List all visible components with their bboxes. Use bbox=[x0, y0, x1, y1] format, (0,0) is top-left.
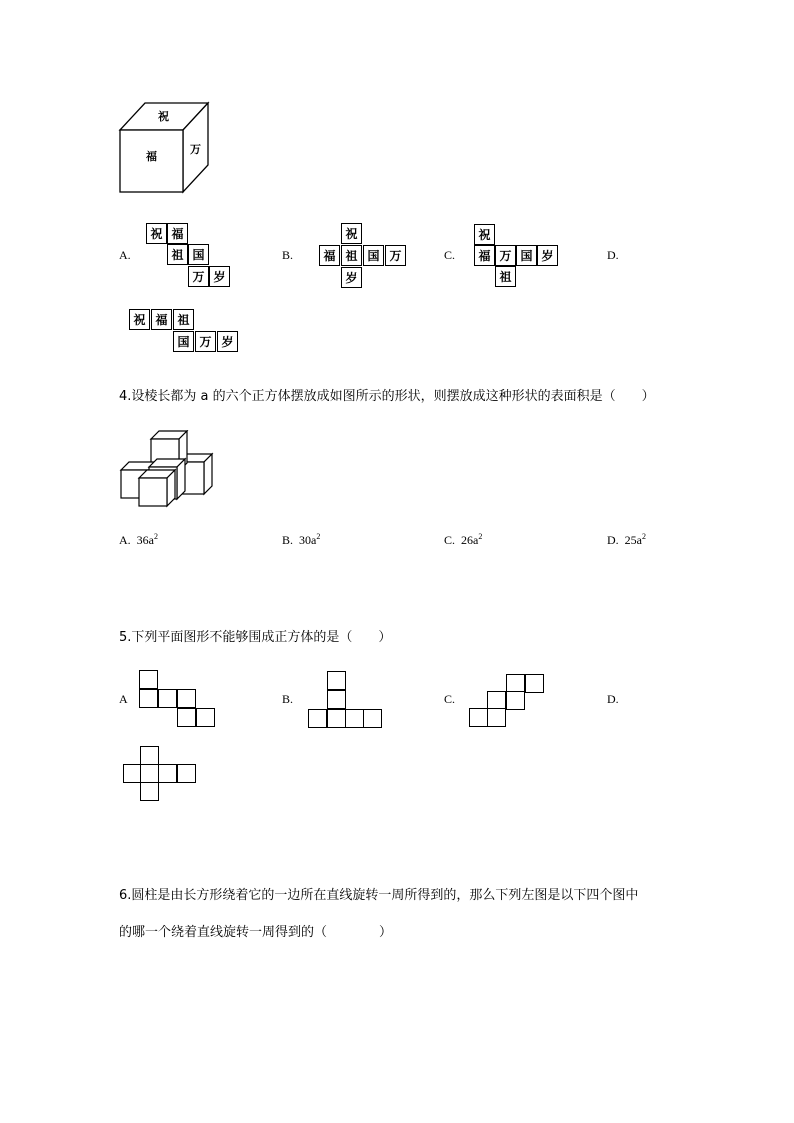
net-square bbox=[327, 671, 346, 690]
net-cell: 福 bbox=[474, 245, 495, 266]
net-cell: 福 bbox=[151, 309, 172, 330]
net-cell: 福 bbox=[167, 223, 188, 244]
q6-question-line-2: 的哪一个绕着直线旋转一周得到的（ ） bbox=[119, 925, 393, 940]
net-cell: 万 bbox=[195, 331, 216, 352]
net-square bbox=[327, 709, 346, 728]
net-square bbox=[140, 782, 159, 801]
net-cell: 祖 bbox=[495, 266, 516, 287]
net-square bbox=[177, 689, 196, 708]
net-cell: 祖 bbox=[341, 245, 362, 266]
net-cell: 祖 bbox=[173, 309, 194, 330]
option-label: C. bbox=[444, 533, 456, 547]
q3-option-d-label[interactable]: D. bbox=[607, 248, 619, 262]
cube-top-label: 祝 bbox=[158, 110, 169, 123]
option-value: 26a bbox=[461, 533, 479, 547]
net-cell: 国 bbox=[173, 331, 194, 352]
option-exponent: 2 bbox=[316, 532, 321, 541]
net-square bbox=[140, 764, 159, 783]
q5-option-a-label[interactable]: A bbox=[119, 692, 128, 706]
q4-option-a[interactable] bbox=[119, 532, 158, 548]
net-square bbox=[345, 709, 364, 728]
net-cell: 国 bbox=[188, 244, 209, 265]
option-value: 25a bbox=[624, 533, 642, 547]
net-cell: 万 bbox=[188, 266, 209, 287]
net-square bbox=[196, 708, 215, 727]
net-square bbox=[506, 691, 525, 710]
net-square bbox=[327, 690, 346, 709]
net-cell: 祝 bbox=[474, 224, 495, 245]
cube-front-label: 福 bbox=[146, 150, 157, 163]
option-value: 36a bbox=[136, 533, 154, 547]
net-square bbox=[158, 764, 177, 783]
net-square bbox=[525, 674, 544, 693]
option-label: D. bbox=[607, 533, 619, 547]
net-square bbox=[487, 708, 506, 727]
option-label: B. bbox=[282, 533, 294, 547]
net-square bbox=[308, 709, 327, 728]
net-cell: 岁 bbox=[209, 266, 230, 287]
q5-question: 5.下列平面图形不能够围成正方体的是（ ） bbox=[119, 630, 392, 645]
option-exponent: 2 bbox=[154, 532, 158, 541]
net-square bbox=[363, 709, 382, 728]
net-square bbox=[140, 746, 159, 765]
net-cell: 万 bbox=[385, 245, 406, 266]
net-cell: 福 bbox=[319, 245, 340, 266]
net-cell: 岁 bbox=[537, 245, 558, 266]
q5-option-d-label[interactable]: D. bbox=[607, 692, 619, 706]
net-cell: 祖 bbox=[167, 244, 188, 265]
net-cell: 祝 bbox=[341, 223, 362, 244]
q4-option-c[interactable] bbox=[444, 532, 482, 548]
q3-option-c-label[interactable]: C. bbox=[444, 248, 456, 262]
q6-question-line-1: 6.圆柱是由长方形绕着它的一边所在直线旋转一周所得到的，那么下列左图是以下四个图中 bbox=[119, 888, 639, 903]
stacked-cubes-figure bbox=[118, 430, 216, 510]
net-cell: 祝 bbox=[129, 309, 150, 330]
q5-option-b-label[interactable]: B. bbox=[282, 692, 294, 706]
net-cell: 祝 bbox=[146, 223, 167, 244]
net-cell: 岁 bbox=[341, 267, 362, 288]
option-label: A. bbox=[119, 533, 131, 547]
q4-option-b[interactable] bbox=[282, 532, 320, 548]
q5-option-c-label[interactable]: C. bbox=[444, 692, 456, 706]
net-square bbox=[158, 689, 177, 708]
option-value: 30a bbox=[299, 533, 317, 547]
net-cell: 国 bbox=[516, 245, 537, 266]
option-exponent: 2 bbox=[478, 532, 483, 541]
net-cell: 万 bbox=[495, 245, 516, 266]
net-square bbox=[177, 764, 196, 783]
net-square bbox=[139, 689, 158, 708]
cube-right-label: 万 bbox=[190, 143, 201, 156]
q3-option-a-label[interactable]: A. bbox=[119, 248, 131, 262]
option-exponent: 2 bbox=[642, 532, 646, 541]
net-cell: 岁 bbox=[217, 331, 238, 352]
cube-figure bbox=[118, 100, 213, 195]
net-square bbox=[139, 670, 158, 689]
net-square bbox=[469, 708, 488, 727]
q4-option-d[interactable] bbox=[607, 532, 646, 548]
net-square bbox=[177, 708, 196, 727]
q4-question: 4.设棱长都为 a 的六个正方体摆放成如图所示的形状，则摆放成这种形状的表面积是（ ） bbox=[119, 389, 655, 404]
net-cell: 国 bbox=[363, 245, 384, 266]
q3-option-b-label[interactable]: B. bbox=[282, 248, 294, 262]
